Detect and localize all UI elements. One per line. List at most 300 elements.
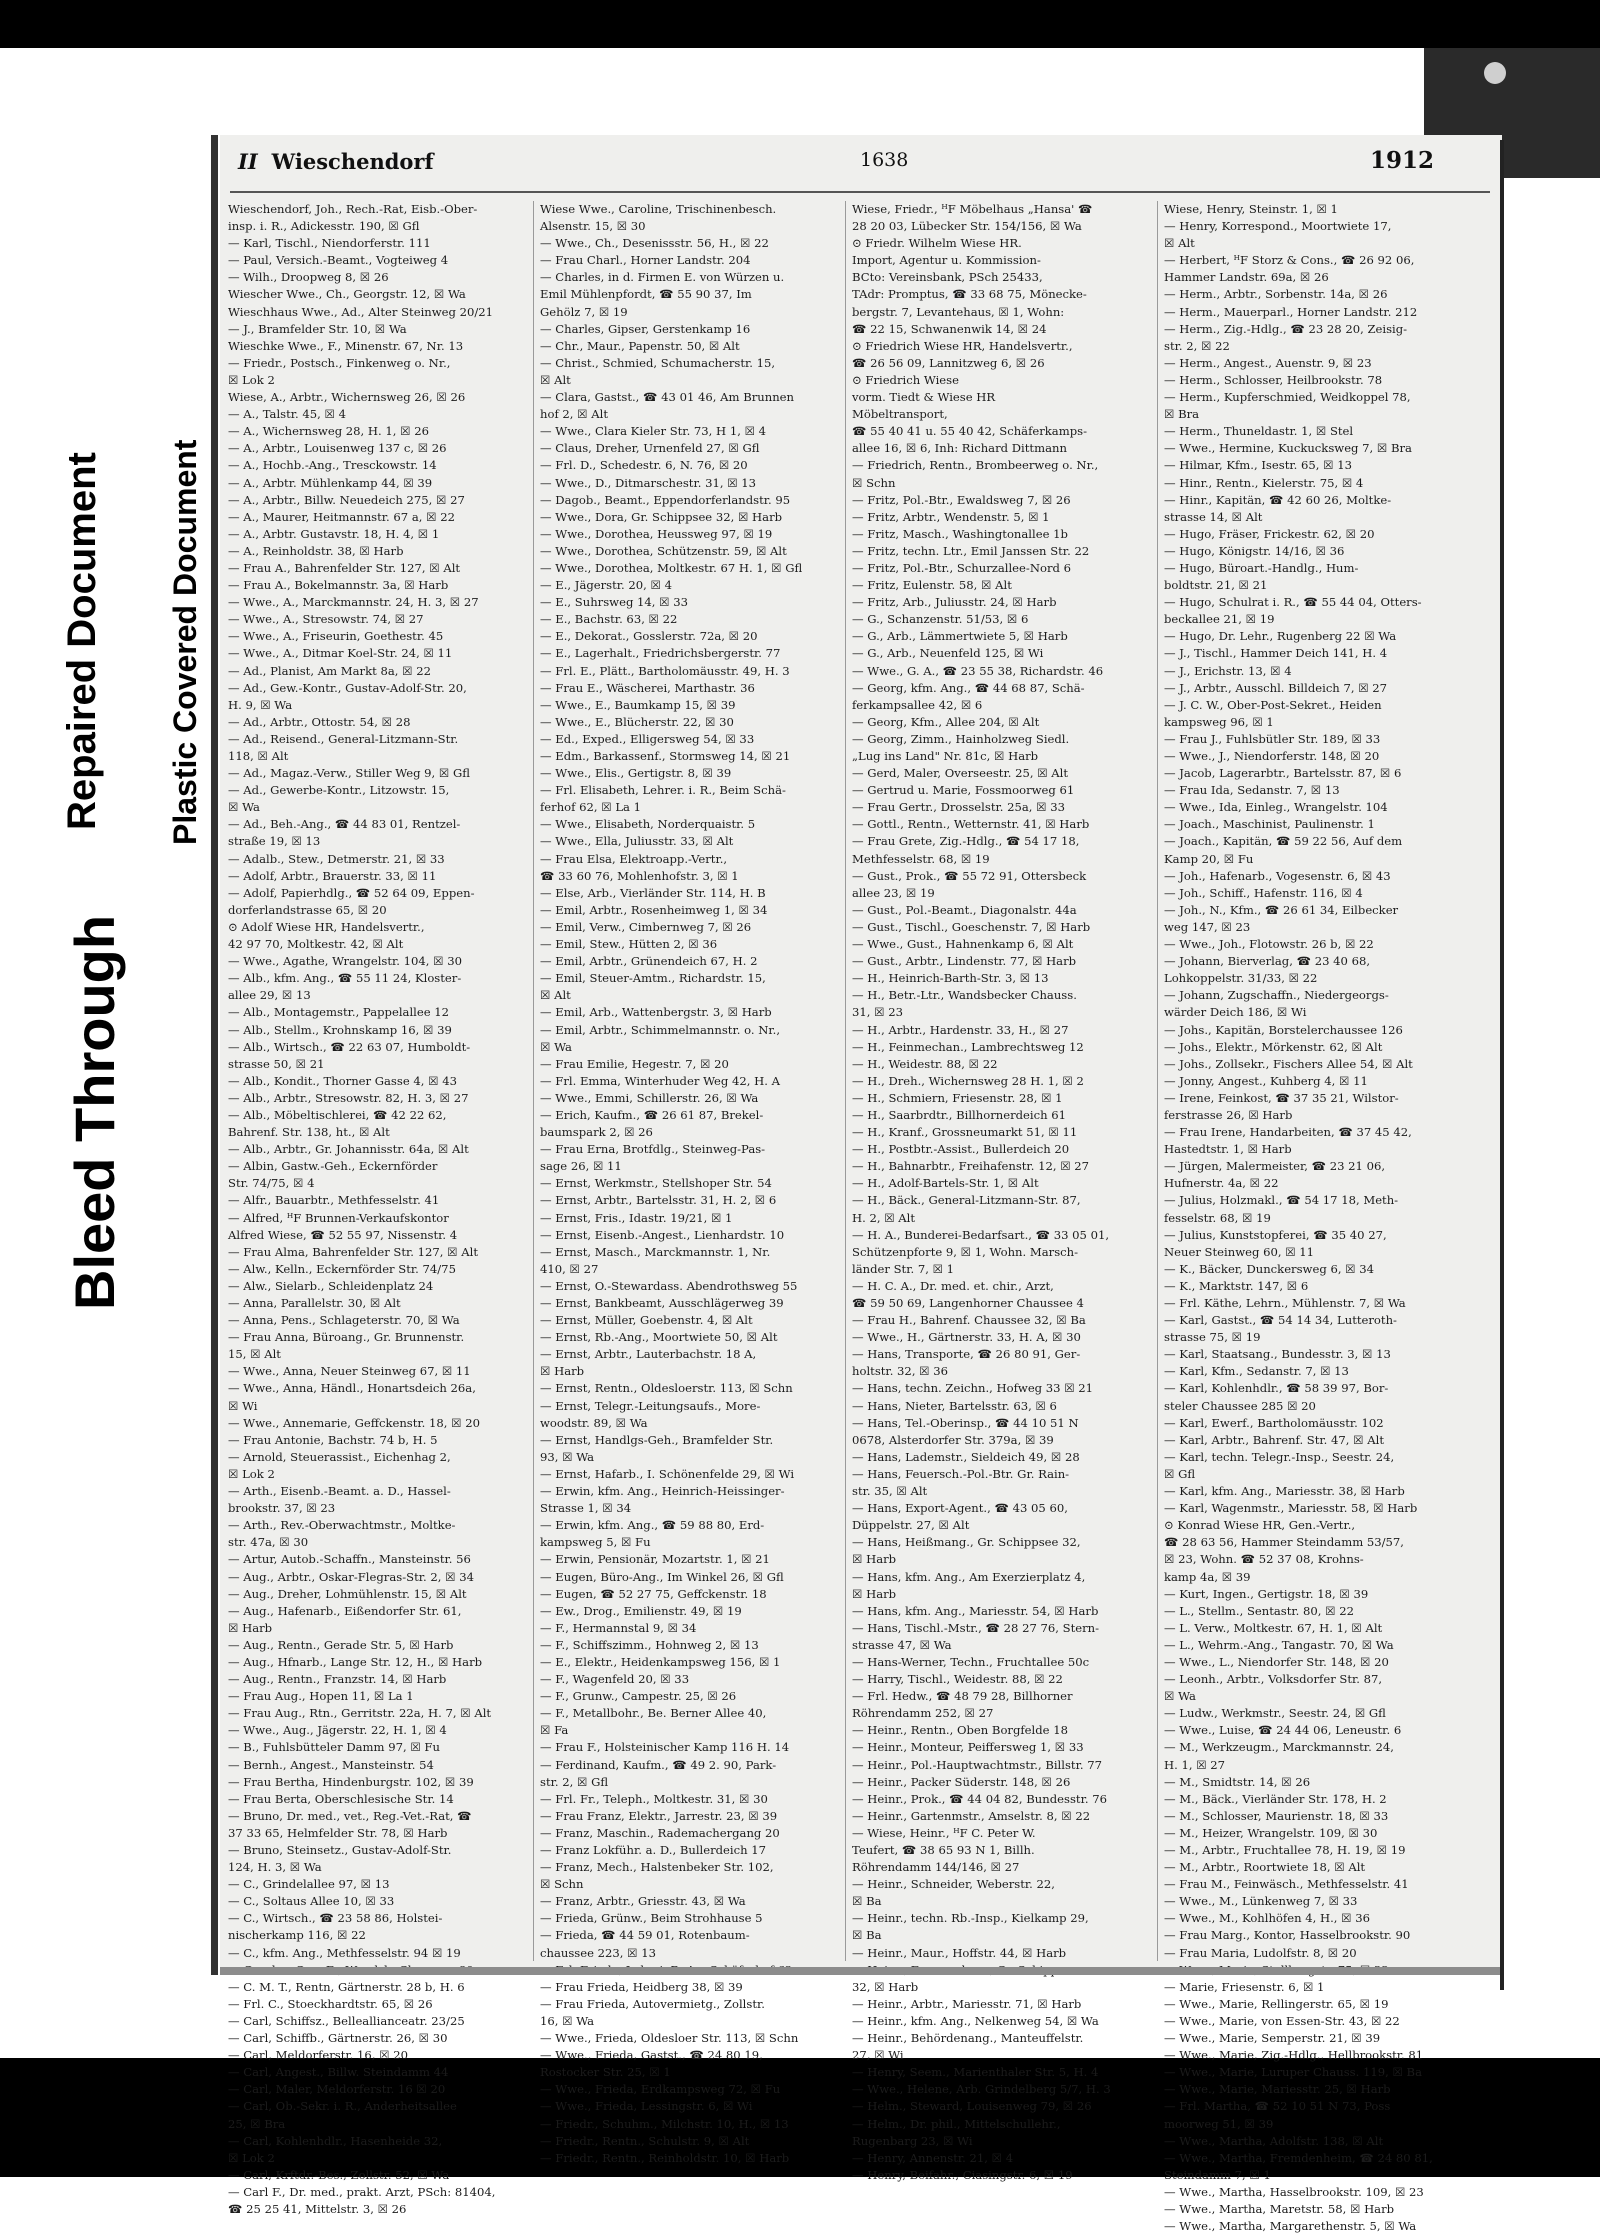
side-label-repaired [60,452,105,830]
directory-entry: — Chr., Maur., Papenstr. 50, ☒ Alt [540,338,740,353]
directory-entry: — Wwe., Ida, Einleg., Wrangelstr. 104 [1164,800,1388,815]
directory-entry: — Wwe., Dorothea, Heussweg 97, ☒ 19 [540,526,773,541]
directory-entry: — Heinr., kfm. Ang., Nelkenweg 54, ☒ Wa [852,2013,1099,2028]
directory-entry: Wiese, Friedr., ᴴF Möbelhaus „Hansa' ☎ [852,202,1093,216]
directory-entry: — Joach., Kapitän, ☎ 59 22 56, Auf dem [1164,834,1403,849]
directory-entry: Hammer Landstr. 69a, ☒ 26 [1164,270,1329,285]
directory-entry: — Wwe., D., Ditmarschestr. 31, ☒ 13 [540,475,757,490]
directory-entry: strasse 75, ☒ 19 [1164,1330,1261,1345]
directory-entry: — Ferdinand, Kaufm., ☎ 49 2. 90, Park- [540,1757,777,1772]
directory-entry: — H., Bäck., General-Litzmann-Str. 87, [852,1193,1081,1208]
directory-entry: — Carl, Schiffsz., Belleallianceatr. 23/25 [228,2013,465,2028]
directory-entry: ⊙ Konrad Wiese HR, Gen.-Vertr., [1164,1518,1356,1533]
directory-entry: — G., Arb., Neuenfeld 125, ☒ Wi [852,646,1044,661]
directory-entry: — Alfr., Bauarbtr., Methfesselstr. 41 [228,1193,440,1208]
directory-entry: — Carl, Krftdr.-Bes., Zollstr. 52, ☒ Wa [228,2167,450,2182]
directory-entry: — Arth., Eisenb.-Beamt. a. D., Hassel- [228,1484,451,1499]
directory-entry: — Franz, Maschin., Rademachergang 20 [540,1825,780,1840]
directory-entry: vorm. Tiedt & Wiese HR [852,390,996,405]
directory-entry: — Gerd, Maler, Overseestr. 25, ☒ Alt [852,766,1069,781]
directory-entry: — M., Smidtstr. 14, ☒ 26 [1164,1774,1311,1789]
directory-entry: — Frl. C., Stoeckhardtstr. 65, ☒ 26 [228,1996,433,2011]
directory-entry: Wiescher Wwe., Ch., Georgstr. 12, ☒ Wa [228,287,466,302]
directory-entry: ☎ 26 56 09, Lannitzweg 6, ☒ 26 [852,355,1045,370]
directory-entry: Wiese, Henry, Steinstr. 1, ☒ 1 [1164,202,1338,216]
directory-entry: dorferlandstrasse 65, ☒ 20 [228,902,387,917]
directory-entry: allee 23, ☒ 19 [852,885,935,900]
directory-entry: — Frau A., Bahrenfelder Str. 127, ☒ Alt [228,560,461,575]
directory-entry: — Frau Frieda, Heidberg 38, ☒ 39 [540,1979,743,1994]
directory-entry: — Ed., Exped., Elligersweg 54, ☒ 33 [540,731,755,746]
directory-entry: — Gottl., Rentn., Wetternstr. 41, ☒ Harb [852,817,1090,832]
directory-entry: Alsenstr. 15, ☒ 30 [540,219,646,234]
directory-entry: ☎ 59 50 69, Langenhorner Chaussee 4 [852,1296,1084,1310]
directory-entry: ☒ Alt [540,372,571,387]
directory-entry: — Wwe., Martha, Maretstr. 58, ☒ Harb [1164,2201,1395,2216]
directory-entry: — M., Bäck., Vierländer Str. 178, H. 2 [1164,1791,1387,1806]
directory-entry: — Emil, Arbtr., Schimmelmannstr. o. Nr., [540,1022,781,1037]
punch-hole [1484,62,1506,84]
directory-entry: — Joh., N., Kfm., ☎ 26 61 34, Eilbecker [1164,902,1399,917]
directory-entry: — Wwe., Frieda, Lessingstr. 6, ☒ Wi [540,2099,753,2114]
directory-entry: kamp 4a, ☒ 39 [1164,1569,1251,1584]
directory-entry: — H., Adolf-Bartels-Str. 1, ☒ Alt [852,1176,1039,1191]
directory-entry: — Wwe., Dora, Gr. Schippsee 32, ☒ Harb [540,509,783,524]
directory-entry: — Johs., Zollsekr., Fischers Allee 54, ☒ Alt [1164,1056,1413,1071]
directory-entry: — Marie, Friesenstr. 6, ☒ 1 [1164,1979,1325,1994]
directory-entry: — J., Bramfelder Str. 10, ☒ Wa [228,321,407,336]
directory-entry: — L., Wehrm.-Ang., Tangastr. 70, ☒ Wa [1164,1637,1394,1652]
directory-entry: nischerkamp 116, ☒ 22 [228,1928,366,1943]
directory-entry: — Carl, Meldorferstr. 16, ☒ 20 [228,2048,408,2063]
directory-entry: Rostocker Str. 25, ☒ 1 [540,2065,671,2080]
directory-entry: beckallee 21, ☒ 19 [1164,612,1275,627]
directory-entry: — Frau F., Holsteinischer Kamp 116 H. 14 [540,1740,790,1755]
directory-entry: — Wwe., M., Lünkenweg 7, ☒ 33 [1164,1894,1358,1909]
directory-entry: — Ad., Gewerbe-Kontr., Litzowstr. 15, [228,783,450,798]
label-plastic-covered: Plastic Covered Document [167,439,203,845]
directory-entry: — Heinr., Pol.-Hauptwachtmstr., Billstr. 77 [852,1757,1102,1772]
directory-entry: — Wwe., Frieda, Gastst., ☎ 24 80 19, [540,2048,763,2063]
entry-column-3 [852,201,1152,2182]
directory-entry: — Wwe., Ch., Desenissstr. 56, H., ☒ 22 [540,236,769,251]
directory-entry: H. 2, ☒ Alt [852,1210,916,1225]
directory-entry: — L. Verw., Moltkestr. 67, H. 1, ☒ Alt [1164,1620,1383,1635]
directory-entry: — Ernst, Rentn., Oldesloerstr. 113, ☒ Schn [540,1381,793,1396]
directory-entry: — Heinr., Schneider, Weberstr. 22, [852,1877,1055,1892]
directory-entry: — Joach., Maschinist, Paulinenstr. 1 [1164,817,1375,832]
directory-entry: — Fritz, Arbtr., Wendenstr. 5, ☒ 1 [852,509,1050,524]
directory-entry: — C., Grindelallee 97, ☒ 13 [228,1877,390,1892]
directory-entry: — Frau Frieda, Autovermietg., Zollstr. [540,1996,765,2011]
directory-entry: — Georg, kfm. Ang., ☎ 44 68 87, Schä- [852,680,1085,695]
directory-entry: — Bernh., Angest., Mansteinstr. 54 [228,1757,434,1772]
place-name: Wieschendorf [271,149,434,174]
directory-entry: strasse 14, ☒ Alt [1164,509,1263,524]
directory-entry: — Adalb., Stew., Detmerstr. 21, ☒ 33 [228,851,445,866]
directory-page [220,135,1502,2234]
directory-entry: — Wwe., Marie, Luruper Chauss. 119, ☒ Ba [1164,2065,1422,2080]
directory-entry: — Heinr., Behördenang., Manteuffelstr. [852,2031,1084,2046]
directory-entry: — Helm., Steward, Louisenweg 79, ☒ 26 [852,2099,1092,2114]
directory-entry: — Harry, Tischl., Weidestr. 88, ☒ 22 [852,1672,1063,1687]
directory-entry: — J. C. W., Ober-Post-Sekret., Heiden [1164,697,1382,712]
directory-entry: 37 33 65, Helmfelder Str. 78, ☒ Harb [228,1825,448,1840]
directory-entry: 15, ☒ Alt [228,1347,281,1362]
directory-entry: — Claus, Dreher, Urnenfeld 27, ☒ Gfl [540,441,760,456]
directory-entry: — Charles, in d. Firmen E. von Würzen u. [540,270,785,285]
directory-entry: — Ad., Magaz.-Verw., Stiller Weg 9, ☒ Gfl [228,766,471,781]
directory-entry: 16, ☒ Wa [540,2013,595,2028]
directory-entry: — Frau Grete, Zig.-Hdlg., ☎ 54 17 18, [852,834,1080,849]
directory-entry: — Hans, Feuersch.-Pol.-Btr. Gr. Rain- [852,1466,1070,1481]
directory-entry: — Alb., Möbeltischlerei, ☎ 42 22 62, [228,1107,447,1122]
directory-entry: — Hans, Heißmang., Gr. Schippsee 32, [852,1535,1081,1550]
directory-entry: H. 9, ☒ Wa [228,697,293,712]
directory-entry: — Artur, Autob.-Schaffn., Mansteinstr. 56 [228,1552,471,1567]
directory-entry: 0678, Alsterdorfer Str. 379a, ☒ 39 [852,1432,1054,1447]
directory-entry: — Gust., Prok., ☎ 55 72 91, Ottersbeck [852,868,1087,883]
directory-entry: — M., Werkzeugm., Marckmannstr. 24, [1164,1740,1394,1755]
directory-entry: — Wwe., Aug., Jägerstr. 22, H. 1, ☒ 4 [228,1723,447,1738]
directory-entry: steler Chaussee 285 ☒ 20 [1164,1398,1316,1413]
directory-entry: — Christ., Schmied, Schumacherstr. 15, [540,355,776,370]
directory-entry: — Gertrud u. Marie, Fossmoorweg 61 [852,783,1075,798]
directory-entry: — F., Hermannstal 9, ☒ 34 [540,1620,697,1635]
directory-entry: — Fritz, Masch., Washingtonallee 1b [852,526,1068,541]
directory-entry: Wiese, A., Arbtr., Wichernsweg 26, ☒ 26 [228,390,466,405]
column-divider [1157,201,1158,1961]
directory-entry: — H. A., Bunderei-Bedarfsart., ☎ 33 05 01, [852,1227,1110,1242]
directory-entry: — Ad., Reisend., General-Litzmann-Str. [228,731,459,746]
directory-entry: — Ernst, Telegr.-Leitungsaufs., More- [540,1398,761,1413]
directory-entry: 42 97 70, Moltkestr. 42, ☒ Alt [228,937,404,952]
directory-entry: Alfred Wiese, ☎ 52 55 97, Nissenstr. 4 [228,1227,458,1242]
directory-entry: — E., Lagerhalt., Friedrichsbergerstr. 77 [540,646,781,661]
directory-entry: — Alb., Arbtr., Gr. Johannisstr. 64a, ☒ Alt [228,1142,469,1157]
directory-entry: — Karl, Kfm., Sedanstr. 7, ☒ 13 [1164,1364,1349,1379]
directory-entry: — Wwe., Clara Kieler Str. 73, H 1, ☒ 4 [540,424,767,439]
directory-entry: — Franz Lokführ. a. D., Bullerdeich 17 [540,1843,767,1857]
directory-entry: — J., Tischl., Hammer Deich 141, H. 4 [1164,646,1388,661]
directory-entry: — Carl, Schiffb., Gärtnerstr. 26, ☒ 30 [228,2031,448,2046]
directory-entry: — Wwe., Anna, Händl., Honartsdeich 26a, [228,1381,476,1396]
directory-entry: — Karl, Arbtr., Bahrenf. Str. 47, ☒ Alt [1164,1432,1384,1447]
directory-entry: Schützenpforte 9, ☒ 1, Wohn. Marsch- [852,1244,1079,1259]
directory-entry: — Wwe., A., Friseurin, Goethestr. 45 [228,629,444,644]
directory-entry: — Clara, Gastst., ☎ 43 01 46, Am Brunnen [540,390,795,405]
directory-entry: — K., Marktstr. 147, ☒ 6 [1164,1278,1309,1293]
directory-entry: ☎ 55 40 41 u. 55 40 42, Schäferkamps- [852,424,1088,439]
directory-entry: chaussee 223, ☒ 13 [540,1945,656,1960]
directory-entry: — Frau J., Fuhlsbütler Str. 189, ☒ 33 [1164,731,1381,746]
directory-entry: strasse 47, ☒ Wa [852,1637,952,1652]
directory-entry: brookstr. 37, ☒ 23 [228,1501,336,1516]
directory-entry: — Heinr., Maur., Hoffstr. 44, ☒ Harb [852,1945,1067,1960]
directory-entry: — Herm., Thuneldastr. 1, ☒ Stel [1164,424,1354,439]
directory-entry: — Wwe., Marie, Semperstr. 21, ☒ 39 [1164,2031,1381,2046]
directory-entry: — Friedr., Rentn., Schulstr. 9, ☒ Alt [540,2133,750,2148]
directory-entry: str. 2, ☒ 22 [1164,338,1230,353]
directory-entry: — Wwe., Helene, Arb. Grindelberg 5/7, H. 3 [852,2082,1111,2097]
directory-entry: — Wwe., Agathe, Wrangelstr. 104, ☒ 30 [228,954,462,969]
directory-entry: — Paul, Versich.-Beamt., Vogteiweg 4 [228,253,449,268]
directory-entry: — Frl. Fr., Teleph., Moltkestr. 31, ☒ 30 [540,1791,768,1806]
label-bleed-through: Bleed Through [63,914,126,1310]
directory-entry: Wieschendorf, Joh., Rech.-Rat, Eisb.-Ober- [228,202,478,216]
directory-entry: — Wwe., Dorothea, Schützenstr. 59, ☒ Alt [540,543,787,558]
directory-entry: ☒ Wa [540,1039,572,1054]
directory-entry: moorweg 51, ☒ 39 [1164,2116,1274,2131]
column-label: II [238,149,258,174]
directory-entry: — Edm., Barkassenf., Stormsweg 14, ☒ 21 [540,749,791,763]
directory-entry: holtstr. 32, ☒ 36 [852,1364,949,1379]
directory-entry: ☒ Lok 2 [228,372,275,387]
directory-entry: — Herm., Arbtr., Sorbenstr. 14a, ☒ 26 [1164,287,1388,302]
directory-entry: ☒ Wi [228,1398,258,1413]
directory-entry: — Ernst, Eisenb.-Angest., Lienhardstr. 10 [540,1227,785,1242]
header-left [238,149,434,174]
directory-entry: str. 47a, ☒ 30 [228,1535,309,1550]
directory-entry: — Franz, Arbtr., Griesstr. 43, ☒ Wa [540,1894,746,1909]
directory-entry: — Herm., Angest., Auenstr. 9, ☒ 23 [1164,355,1372,370]
directory-entry: ☒ Schn [540,1877,584,1892]
directory-entry: ☒ Fa [540,1723,569,1738]
directory-entry: — Wwe., Martha, Fremdenheim, ☎ 24 80 81, [1164,2150,1433,2165]
directory-entry: — H., Weidestr. 88, ☒ 22 [852,1056,998,1071]
directory-entry: Emil Mühlenpfordt, ☎ 55 90 37, Im [540,287,752,302]
directory-entry: ☒ Ba [852,1894,882,1909]
directory-entry: — H. C. A., Dr. med. et. chir., Arzt, [852,1278,1054,1293]
directory-entry: ☒ Ba [852,1928,882,1943]
directory-entry: ☒ Schn [852,475,896,490]
directory-entry: — Wwe., E., Blücherstr. 22, ☒ 30 [540,714,734,729]
directory-entry: — Wwe., Annemarie, Geffckenstr. 18, ☒ 20 [228,1415,480,1430]
directory-entry: — Wwe., G. A., ☎ 23 55 38, Richardstr. 46 [852,663,1104,678]
directory-entry: — Fritz, Pol.-Btr., Schurzallee-Nord 6 [852,560,1071,575]
directory-entry: — Henry, Annenstr. 21, ☒ 4 [852,2150,1014,2165]
directory-entry: — Wwe., A., Stresowstr. 74, ☒ 27 [228,612,424,627]
directory-entry: — Wwe., Joh., Flotowstr. 26 b, ☒ 22 [1164,937,1374,952]
directory-entry: — Karl, Staatsang., Bundesstr. 3, ☒ 13 [1164,1347,1391,1362]
directory-entry: 28 20 03, Lübecker Str. 154/156, ☒ Wa [852,219,1082,234]
directory-entry: — Heinr., Monteur, Peiffersweg 1, ☒ 33 [852,1740,1084,1755]
directory-entry: — Wwe., Gust., Hahnenkamp 6, ☒ Alt [852,937,1074,952]
directory-entry: Methfesselstr. 68, ☒ 19 [852,851,990,866]
directory-entry: baumspark 2, ☒ 26 [540,1125,653,1140]
directory-entry: — Hugo, Königstr. 14/16, ☒ 36 [1164,543,1345,558]
directory-entry: — H., Betr.-Ltr., Wandsbecker Chauss. [852,988,1077,1003]
directory-entry: — Wwe., Anna, Neuer Steinweg 67, ☒ 11 [228,1364,471,1379]
directory-entry: str. 35, ☒ Alt [852,1484,928,1499]
directory-entry: — Alb., Montagemstr., Pappelallee 12 [228,1005,450,1020]
directory-entry: — Else, Arb., Vierländer Str. 114, H. B [540,885,766,900]
directory-entry: — Hans, Lademstr., Sieldeich 49, ☒ 28 [852,1449,1080,1464]
directory-entry: — Heinr., Gartenmstr., Amselstr. 8, ☒ 22 [852,1808,1091,1823]
directory-entry: ☒ Lok 2 [228,2150,275,2165]
directory-entry: strasse 50, ☒ 21 [228,1056,325,1071]
directory-entry: — Wwe., Emmi, Schillerstr. 26, ☒ Wa [540,1090,759,1105]
directory-entry: — Friedrich, Rentn., Brombeerweg o. Nr., [852,458,1099,473]
directory-entry: — Ernst, Masch., Marckmannstr. 1, Nr. [540,1244,771,1259]
directory-entry: — Charles, Gipser, Gerstenkamp 16 [540,321,751,336]
page-right-edge [1500,140,1504,1990]
directory-entry: ☒ 23, Wohn. ☎ 52 37 08, Krohns- [1164,1552,1364,1567]
directory-entry: — Hans, Tel.-Oberinsp., ☎ 44 10 51 N [852,1415,1079,1430]
directory-entry: fesselstr. 68, ☒ 19 [1164,1210,1271,1225]
column-divider [533,201,534,1961]
directory-entry: Wieschke Wwe., F., Minenstr. 67, Nr. 13 [228,338,464,353]
directory-entry: — Eugen, Büro-Ang., Im Winkel 26, ☒ Gfl [540,1569,784,1584]
directory-entry: — G., Arb., Lämmertwiete 5, ☒ Harb [852,629,1068,644]
directory-entry: — H., Postbtr.-Assist., Bullerdeich 20 [852,1142,1070,1157]
directory-entry: — F., Grunw., Campestr. 25, ☒ 26 [540,1689,737,1704]
directory-entry: — Hans, Export-Agent., ☎ 43 05 60, [852,1501,1068,1516]
directory-entry: — Frau Antonie, Bachstr. 74 b, H. 5 [228,1432,438,1447]
directory-entry: Röhrendamm 252, ☒ 27 [852,1706,994,1721]
directory-entry: — A., Arbtr., Louisenweg 137 c, ☒ 26 [228,441,447,456]
side-label-bleed-through [62,915,127,1310]
directory-entry: — F., Schiffszimm., Hohnweg 2, ☒ 13 [540,1637,759,1652]
directory-entry: allee 16, ☒ 6, Inh: Richard Dittmann [852,441,1067,456]
directory-entry: — Arnold, Steuerassist., Eichenhag 2, [228,1449,451,1464]
directory-entry: — Karl, techn. Telegr.-Insp., Seestr. 24, [1164,1449,1395,1464]
directory-entry: TAdr: Promptus, ☎ 33 68 75, Mönecke- [852,287,1087,302]
directory-entry: — Aug., Hafenarb., Eißendorfer Str. 61, [228,1603,462,1618]
directory-entry: — E., Suhrsweg 14, ☒ 33 [540,595,689,610]
directory-entry: — Ernst, Handlgs-Geh., Bramfelder Str. [540,1432,774,1447]
directory-entry: ☒ Gfl [1164,1466,1196,1481]
directory-entry: Lohkoppelstr. 31/33, ☒ 22 [1164,971,1318,986]
directory-entry: — Jürgen, Malermeister, ☎ 23 21 06, [1164,1159,1386,1174]
directory-entry: — Aug., Rentn., Franzstr. 14, ☒ Harb [228,1672,447,1687]
directory-entry: — Erwin, kfm. Ang., ☎ 59 88 80, Erd- [540,1518,765,1533]
directory-entry: — Albin, Gastw.-Geh., Eckernförder [228,1159,438,1174]
year-label: 1912 [1370,147,1435,174]
directory-entry: — Aug., Hfnarb., Lange Str. 12, H., ☒ Harb [228,1654,483,1669]
directory-entry: — Aug., Rentn., Gerade Str. 5, ☒ Harb [228,1637,454,1652]
directory-entry: — C., kfm. Ang., Methfesselstr. 94 ☒ 19 [228,1945,461,1960]
directory-entry: — Heinr., Arbtr., Mariesstr. 71, ☒ Harb [852,1996,1082,2011]
directory-entry: — Adolf, Arbtr., Brauerstr. 33, ☒ 11 [228,868,437,883]
entry-column-4 [1164,201,1464,2234]
directory-entry: — Frau Aug., Rtn., Gerritstr. 22a, H. 7, ☒ Alt [228,1706,492,1721]
directory-entry: ☒ Alt [1164,236,1195,251]
directory-entry: — Julius, Holzmakl., ☎ 54 17 18, Meth- [1164,1193,1399,1208]
directory-entry: — J., Erichstr. 13, ☒ 4 [1164,663,1292,678]
directory-entry: — Jacob, Lagerarbtr., Bartelsstr. 87, ☒ 6 [1164,766,1402,781]
directory-entry: ☒ Harb [852,1586,897,1601]
directory-entry: ⊙ Friedr. Wilhelm Wiese HR. [852,236,1022,251]
directory-entry: ☒ Harb [228,1620,273,1635]
directory-entry: Rugenbarg 23, ☒ Wi [852,2133,973,2148]
directory-entry: — Friedr., Schuhm., Milchstr. 10, H., ☒ 13 [540,2116,789,2131]
scan-border-top [0,0,1600,48]
directory-entry: woodstr. 89, ☒ Wa [540,1415,648,1430]
directory-entry: Düppelstr. 27, ☒ Alt [852,1518,970,1533]
directory-entry: kampsweg 96, ☒ 1 [1164,714,1274,729]
directory-entry: — Frieda, ☎ 44 59 01, Rotenbaum- [540,1928,750,1943]
directory-entry: — Gust., Tischl., Goeschenstr. 7, ☒ Harb [852,919,1091,934]
directory-entry: Steindamm 7, ☒ 1 [1164,2167,1271,2182]
directory-entry: 410, ☒ 27 [540,1261,599,1276]
directory-entry: 118, ☒ Alt [228,749,289,763]
directory-entry: — E., Elektr., Heidenkampsweg 156, ☒ 1 [540,1654,781,1669]
directory-entry: — Frau Franz, Elektr., Jarrestr. 23, ☒ 39 [540,1808,778,1823]
directory-entry: hof 2, ☒ Alt [540,407,608,422]
directory-entry: — Wwe., Frieda, Oldesloer Str. 113, ☒ Schn [540,2031,799,2046]
directory-entry: — Emil, Stew., Hütten 2, ☒ 36 [540,937,718,952]
directory-entry: — K., Bäcker, Dunckersweg 6, ☒ 34 [1164,1261,1375,1276]
directory-entry: — M., Arbtr., Fruchtallee 78, H. 19, ☒ 19 [1164,1843,1406,1857]
directory-entry: ☎ 28 63 56, Hammer Steindamm 53/57, [1164,1535,1404,1550]
directory-entry: — H., Saarbrdtr., Billhornerdeich 61 [852,1107,1067,1122]
directory-entry: — Wwe., A., Marckmannstr. 24, H. 3, ☒ 27 [228,595,479,610]
directory-entry: — Ernst, Rb.-Ang., Moortwiete 50, ☒ Alt [540,1330,778,1345]
directory-entry: — Hans, techn. Zeichn., Hofweg 33 ☒ 21 [852,1381,1094,1396]
directory-entry: — Irene, Feinkost, ☎ 37 35 21, Wilstor- [1164,1090,1399,1105]
directory-entry: — Wwe., Marie, von Essen-Str. 43, ☒ 22 [1164,2013,1400,2028]
directory-entry: — H., Arbtr., Hardenstr. 33, H., ☒ 27 [852,1022,1069,1037]
directory-entry: — Henry, Beifahr., Ciasingstr. 6, ☒ 19 [852,2167,1073,2182]
directory-entry: straße 19, ☒ 13 [228,834,321,849]
directory-entry: — C. M. T., Rentn, Gärtnerstr. 28 b, H. 6 [228,1979,465,1994]
directory-entry: — Frau Ida, Sedanstr. 7, ☒ 13 [1164,783,1340,798]
directory-entry: — Wwe., M., Kohlhöfen 4, H., ☒ 36 [1164,1911,1370,1926]
directory-entry: — Carl, Maler, Meldorferstr. 16 ☒ 20 [228,2082,446,2097]
directory-entry: — Johann, Zugschaffn., Niedergeorgs- [1164,988,1389,1003]
directory-entry: Neuer Steinweg 60, ☒ 11 [1164,1244,1315,1259]
directory-entry: — M., Arbtr., Roortwiete 18, ☒ Alt [1164,1860,1366,1875]
directory-entry: — Ernst, Müller, Goebenstr. 4, ☒ Alt [540,1313,753,1328]
directory-entry: — Ernst, Arbtr., Bartelsstr. 31, H. 2, ☒ 6 [540,1193,777,1208]
directory-entry: sage 26, ☒ 11 [540,1159,622,1174]
directory-entry: — Hugo, Fräser, Frickestr. 62, ☒ 20 [1164,526,1375,541]
directory-entry: — A., Hochb.-Ang., Tresckowstr. 14 [228,458,437,473]
directory-entry: wärder Deich 186, ☒ Wi [1164,1005,1307,1020]
directory-entry: — Gust., Pol.-Beamt., Diagonalstr. 44a [852,902,1077,917]
directory-entry: ☎ 33 60 76, Mohlenhofstr. 3, ☒ 1 [540,868,739,883]
directory-entry: ferkampsallee 42, ☒ 6 [852,697,983,712]
directory-entry: — Frieda, Grünw., Beim Strohhause 5 [540,1911,763,1926]
directory-entry: kampsweg 5, ☒ Fu [540,1535,651,1550]
directory-entry: — Aug., Arbtr., Oskar-Flegras-Str. 2, ☒ 34 [228,1569,474,1584]
directory-entry: — Arth., Rev.-Oberwachtmstr., Moltke- [228,1518,456,1533]
directory-entry: 27, ☒ Wi [852,2048,904,2063]
directory-entry: — Heinr., Packer Süderstr. 148, ☒ 26 [852,1774,1071,1789]
directory-entry: — Wwe., Marie, Zig.-Hdlg., Hellbrookstr. 81 [1164,2048,1424,2063]
directory-entry: — H., Bahnarbtr., Freihafenstr. 12, ☒ 27 [852,1159,1090,1174]
directory-entry: — Frl. E., Plätt., Bartholomäusstr. 49, H. 3 [540,663,790,678]
directory-entry: ☎ 25 25 41, Mittelstr. 3, ☒ 26 [228,2201,407,2216]
directory-entry: — A., Maurer, Heitmannstr. 67 a, ☒ 22 [228,509,455,524]
directory-entry: — Ad., Gew.-Kontr., Gustav-Adolf-Str. 20, [228,680,467,695]
directory-entry: — Ludw., Werkmstr., Seestr. 24, ☒ Gfl [1164,1706,1386,1721]
directory-entry: — Frl. Hedw., ☎ 48 79 28, Billhorner [852,1689,1073,1704]
directory-entry: — Gust., Arbtr., Lindenstr. 77, ☒ Harb [852,954,1077,969]
directory-entry: ☒ Wa [1164,1689,1196,1704]
directory-entry: — J., Arbtr., Ausschl. Billdeich 7, ☒ 27 [1164,680,1388,695]
directory-entry: — B., Fuhlsbütteler Damm 97, ☒ Fu [228,1740,440,1755]
directory-entry: — Emil, Arb., Wattenbergstr. 3, ☒ Harb [540,1005,772,1020]
directory-entry: — Frl. Emma, Winterhuder Weg 42, H. A [540,1073,780,1088]
directory-entry: 124, H. 3, ☒ Wa [228,1860,322,1875]
directory-entry: BCto: Vereinsbank, PSch 25433, [852,270,1043,285]
directory-entry: — Fritz, Eulenstr. 58, ☒ Alt [852,578,1012,593]
directory-entry: — C., Wirtsch., ☎ 23 58 86, Holstei- [228,1911,443,1926]
directory-entry: — Frau Maria, Ludolfstr. 8, ☒ 20 [1164,1945,1357,1960]
directory-entry: Wieschhaus Wwe., Ad., Alter Steinweg 20/21 [228,304,494,319]
